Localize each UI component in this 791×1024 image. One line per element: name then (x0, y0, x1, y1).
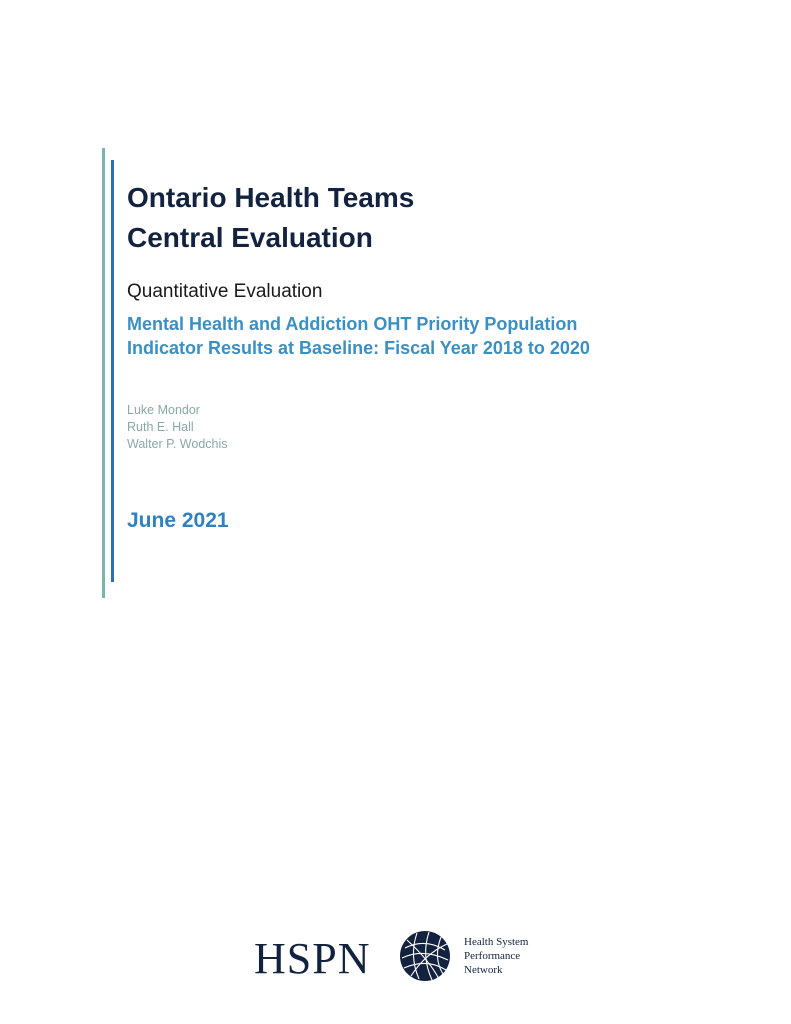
logo-name-line: Network (464, 964, 503, 976)
title-line-2: Central Evaluation (127, 222, 373, 253)
accent-bar-outer (102, 148, 105, 598)
logo-wordmark: HSPN (254, 934, 371, 983)
evaluation-type: Quantitative Evaluation (127, 281, 323, 302)
globe-icon (399, 930, 451, 982)
document-subtitle (127, 312, 590, 360)
publication-date: June 2021 (127, 509, 229, 532)
title-line-1: Ontario Health Teams (127, 182, 415, 213)
logo-organization-name (464, 935, 528, 977)
logo-name-line: Health System (464, 936, 529, 948)
author-name: Luke Mondor (127, 403, 200, 417)
subtitle-line-1: Mental Health and Addiction OHT Priority Population (127, 314, 578, 334)
subtitle-line-2: Indicator Results at Baseline: Fiscal Year 2018 to 2020 (127, 338, 590, 358)
document-title (127, 178, 414, 258)
logo-name-line: Performance (464, 950, 521, 962)
author-list (127, 402, 228, 453)
author-name: Walter P. Wodchis (127, 437, 228, 451)
author-name: Ruth E. Hall (127, 420, 194, 434)
accent-bar-inner (111, 160, 114, 582)
